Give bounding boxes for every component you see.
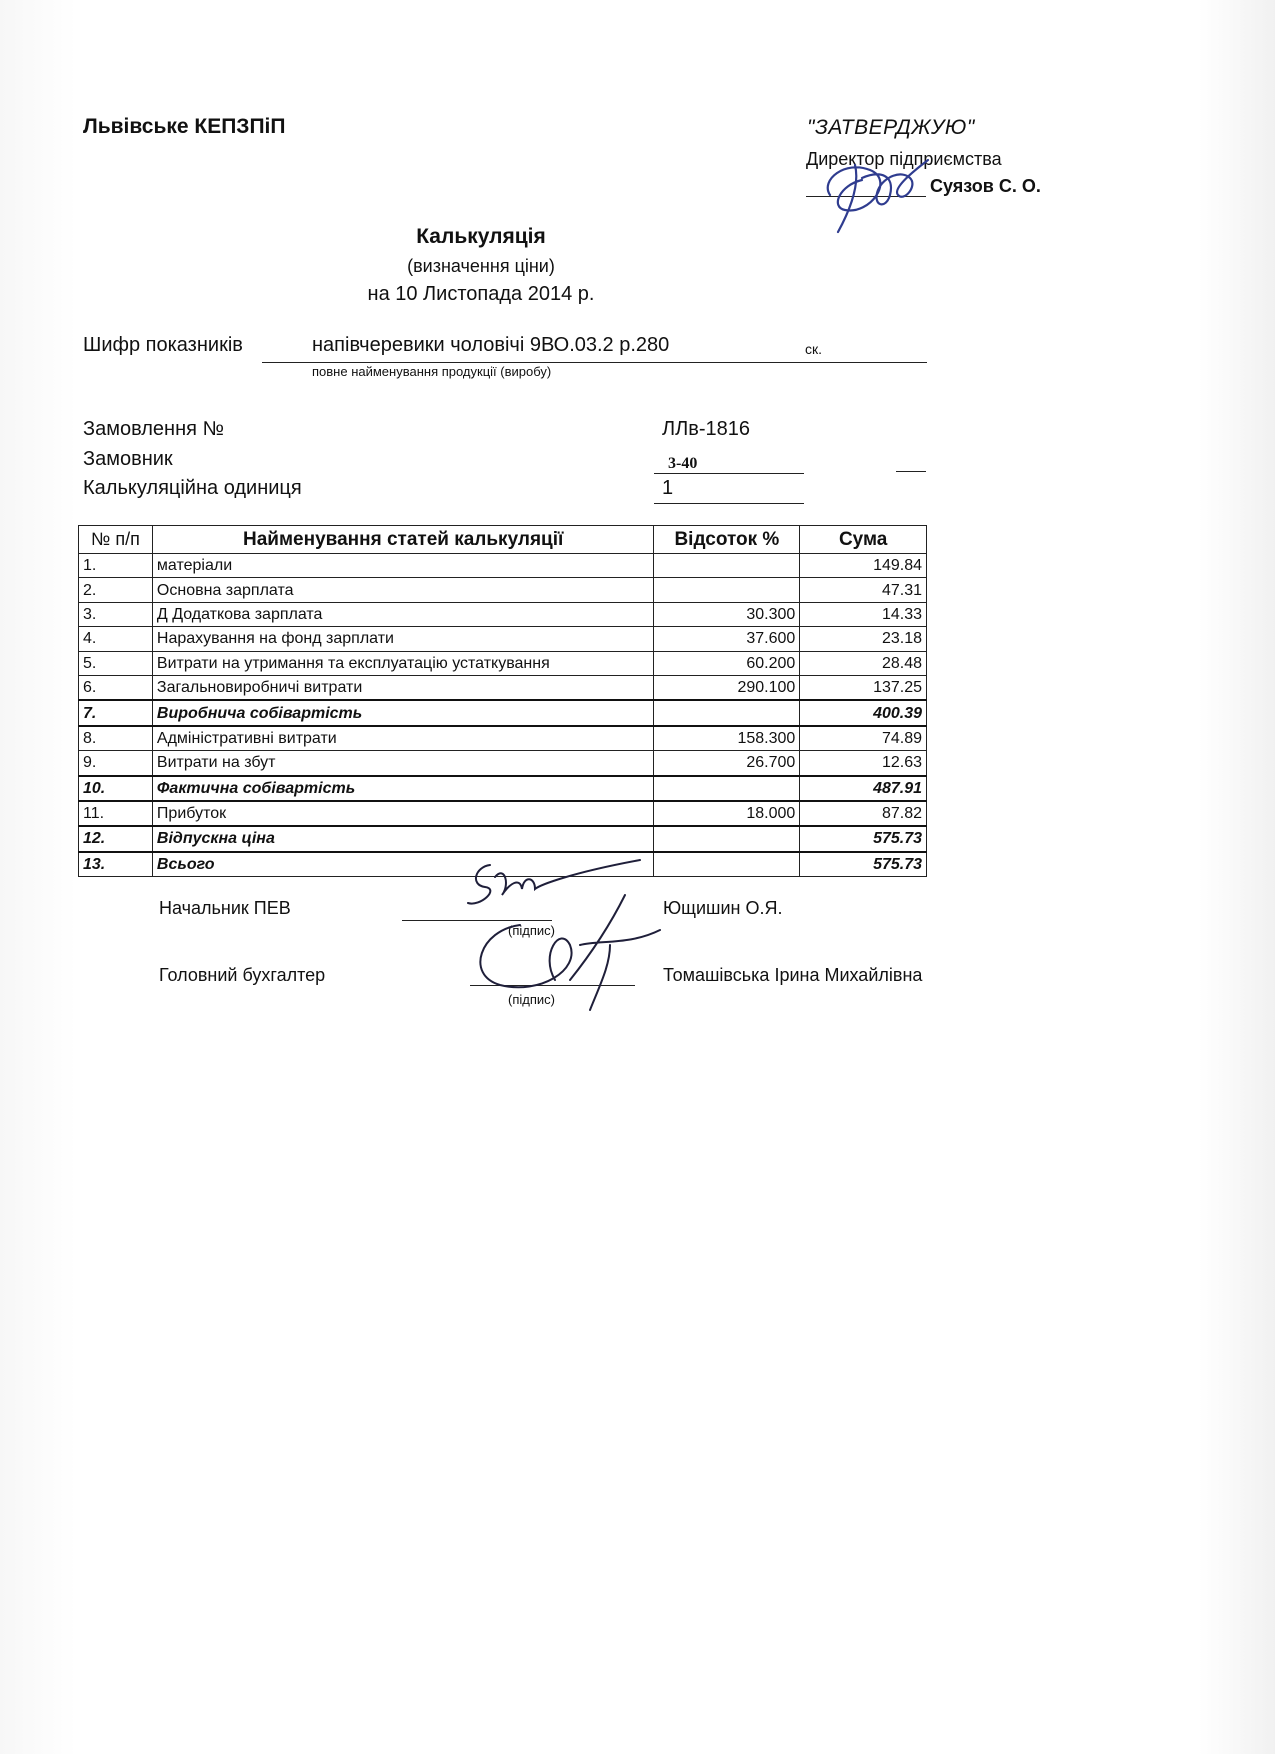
chief-accountant-label: Головний бухгалтер [159, 965, 326, 985]
header-item-name: Найменування статей калькуляції [152, 526, 654, 554]
unit-value: 1 [662, 477, 674, 499]
row-percent [654, 776, 800, 801]
table-row [79, 726, 927, 751]
table-row-subtotal [79, 700, 927, 725]
table-row [79, 675, 927, 700]
row-name: матеріали [152, 554, 654, 578]
table-row [79, 651, 927, 675]
row-percent [654, 578, 800, 602]
calculation-table [78, 525, 927, 877]
row-number: 8. [79, 726, 153, 751]
row-percent [654, 554, 800, 578]
table-row-subtotal [79, 826, 927, 851]
row-name: Фактична собівартість [152, 776, 654, 801]
director-title: Директор підприємства [806, 149, 1002, 169]
row-name: Відпускна ціна [152, 826, 654, 851]
pev-head-name: Ющишин О.Я. [663, 898, 783, 918]
header-sum: Сума [800, 526, 927, 554]
row-name: Витрати на утримання та експлуатацію устаткування [152, 651, 654, 675]
row-name: Д Додаткова зарплата [152, 602, 654, 626]
row-number: 4. [79, 627, 153, 651]
document-date: на 10 Листопада 2014 р. [367, 283, 595, 305]
chief-accountant-name: Томашівська Ірина Михайлівна [663, 965, 923, 985]
row-percent [654, 826, 800, 851]
row-percent: 37.600 [654, 627, 800, 651]
header-percent: Відсоток % [654, 526, 800, 554]
row-name: Нарахування на фонд зарплати [152, 627, 654, 651]
row-sum: 487.91 [800, 776, 927, 801]
order-number-label: Замовлення № [83, 418, 224, 440]
row-sum: 137.25 [800, 675, 927, 700]
row-name: Всього [152, 852, 654, 877]
row-percent: 158.300 [654, 726, 800, 751]
row-sum: 14.33 [800, 602, 927, 626]
product-suffix: ск. [805, 341, 823, 357]
row-percent: 60.200 [654, 651, 800, 675]
row-sum: 12.63 [800, 751, 927, 776]
accountant-signature-mark [460, 885, 680, 1015]
customer-underline [654, 473, 804, 474]
accountant-signature-note: (підпис) [508, 992, 555, 1007]
row-sum: 575.73 [800, 852, 927, 877]
table-row [79, 751, 927, 776]
row-sum: 149.84 [800, 554, 927, 578]
row-number: 3. [79, 602, 153, 626]
row-number: 2. [79, 578, 153, 602]
row-number: 6. [79, 675, 153, 700]
row-sum: 400.39 [800, 700, 927, 725]
row-name: Адміністративні витрати [152, 726, 654, 751]
unit-underline [654, 503, 804, 504]
row-number: 5. [79, 651, 153, 675]
table-row [79, 578, 927, 602]
row-name: Загальновиробничі витрати [152, 675, 654, 700]
director-name: Суязов С. О. [930, 176, 1041, 196]
row-percent [654, 852, 800, 877]
row-number: 10. [79, 776, 153, 801]
row-name: Виробнича собівартість [152, 700, 654, 725]
row-number: 7. [79, 700, 153, 725]
table-header-row [79, 526, 927, 554]
row-percent: 18.000 [654, 801, 800, 826]
row-number: 13. [79, 852, 153, 877]
table-row-subtotal [79, 776, 927, 801]
row-percent: 26.700 [654, 751, 800, 776]
company-name: Львівське КЕПЗПіП [83, 115, 286, 138]
row-name: Витрати на збут [152, 751, 654, 776]
product-underline [262, 362, 927, 363]
customer-dash [896, 471, 926, 472]
row-percent: 30.300 [654, 602, 800, 626]
row-name: Основна зарплата [152, 578, 654, 602]
table-row [79, 602, 927, 626]
product-note: повне найменування продукції (виробу) [312, 364, 552, 379]
row-percent: 290.100 [654, 675, 800, 700]
table-row [79, 627, 927, 651]
table-row [79, 801, 927, 826]
row-percent [654, 700, 800, 725]
row-sum: 23.18 [800, 627, 927, 651]
row-sum: 74.89 [800, 726, 927, 751]
row-sum: 87.82 [800, 801, 927, 826]
pev-head-label: Начальник ПЕВ [159, 898, 291, 918]
customer-value: 3-40 [668, 455, 698, 472]
row-name: Прибуток [152, 801, 654, 826]
approval-heading: "ЗАТВЕРДЖУЮ" [807, 116, 975, 139]
header-number: № п/п [79, 526, 153, 554]
row-number: 9. [79, 751, 153, 776]
document-subtitle: (визначення ціни) [407, 256, 555, 276]
row-sum: 28.48 [800, 651, 927, 675]
product-code-label: Шифр показників [83, 334, 243, 356]
order-number-value: ЛЛв-1816 [662, 418, 751, 440]
row-sum: 575.73 [800, 826, 927, 851]
table-row [79, 554, 927, 578]
row-number: 12. [79, 826, 153, 851]
pev-signature-note: (підпис) [508, 923, 555, 938]
row-sum: 47.31 [800, 578, 927, 602]
customer-label: Замовник [83, 448, 173, 470]
product-name-value: напівчеревики чоловічі 9ВО.03.2 р.280 [312, 334, 670, 356]
unit-label: Калькуляційна одиниця [83, 477, 302, 499]
document-title: Калькуляція [416, 225, 546, 248]
row-number: 11. [79, 801, 153, 826]
row-number: 1. [79, 554, 153, 578]
